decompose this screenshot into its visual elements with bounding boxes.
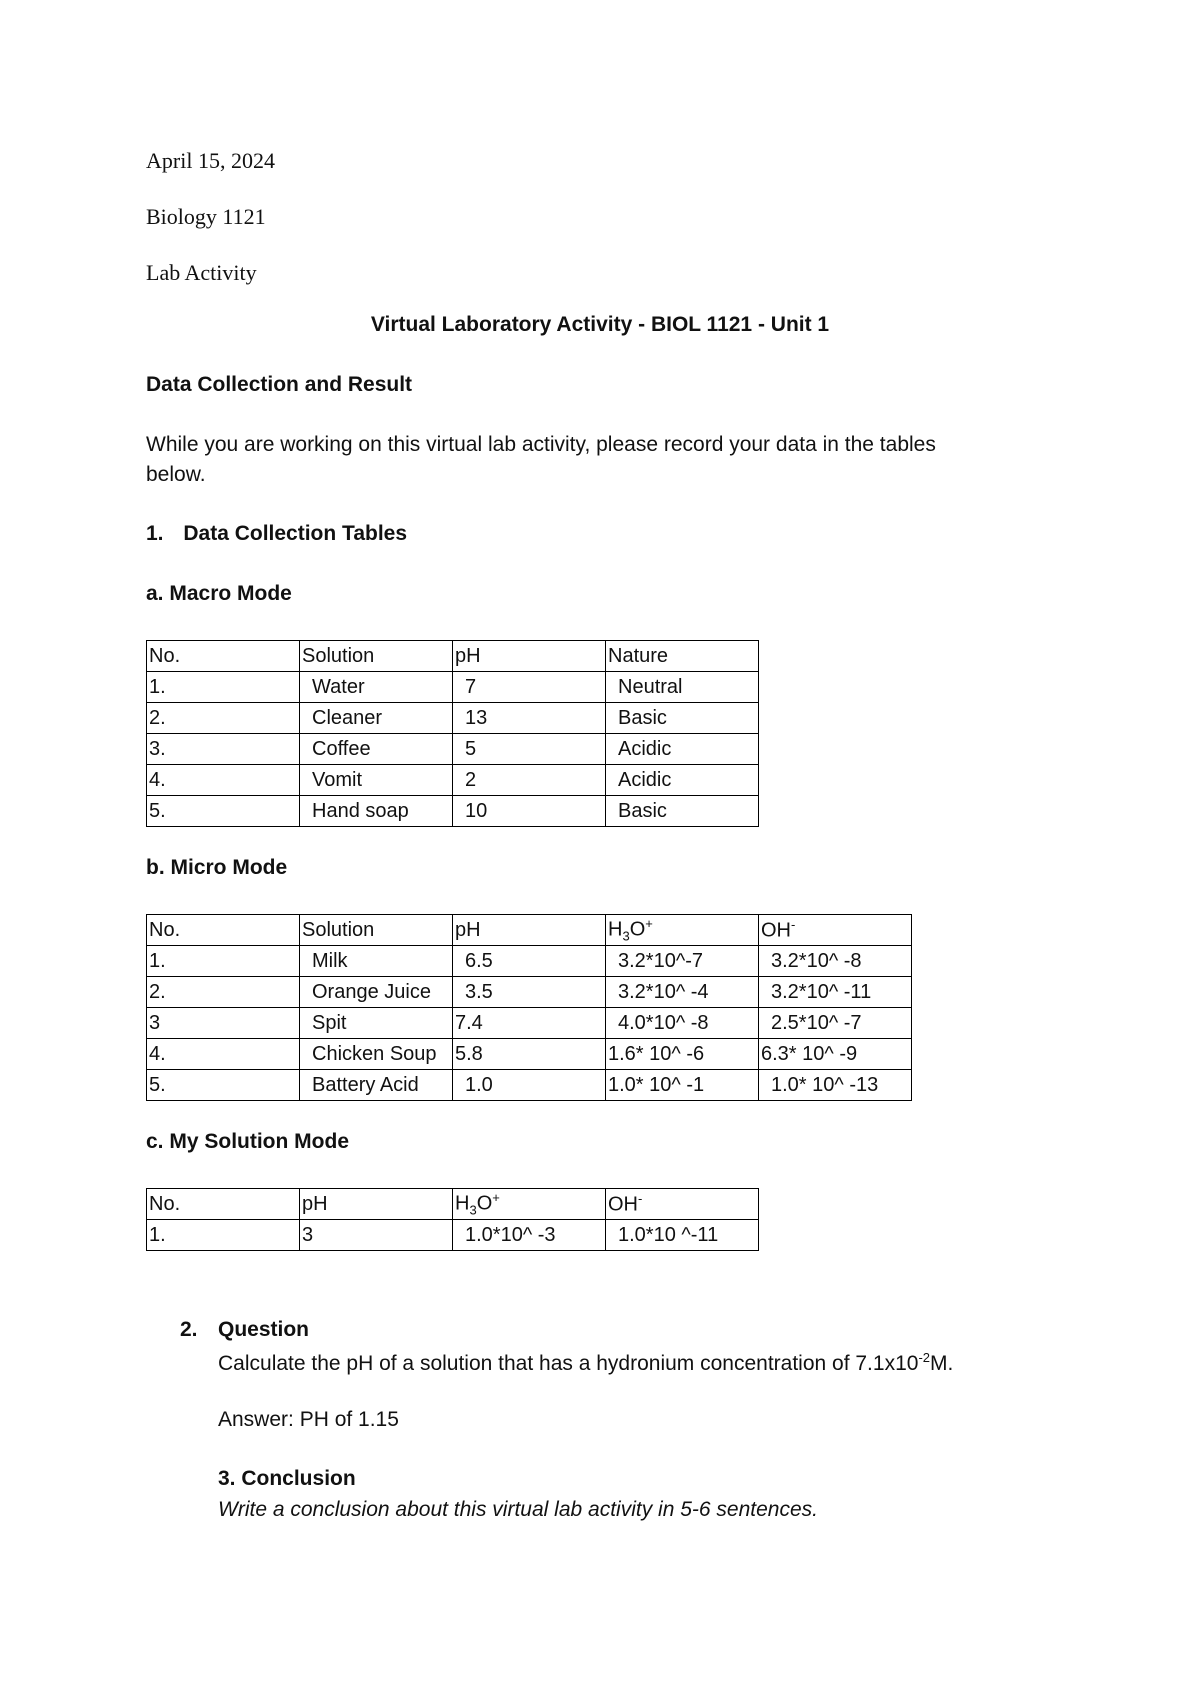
table-cell: Neutral	[606, 672, 759, 703]
table-header-cell-hydroxide: OH-	[759, 915, 912, 946]
data-tables-number: 1.	[146, 522, 164, 545]
table-cell: 1.0* 10^ -1	[606, 1070, 759, 1101]
table-cell: Acidic	[606, 765, 759, 796]
table-cell: 3.2*10^ -4	[606, 977, 759, 1008]
table-cell: 3.5	[453, 977, 606, 1008]
table-cell: 5.8	[453, 1039, 606, 1070]
question-number: 2.	[180, 1318, 198, 1341]
table-cell: Chicken Soup	[300, 1039, 453, 1070]
table-cell: Hand soap	[300, 796, 453, 827]
table-header-row	[147, 641, 759, 672]
table-cell: 3.	[147, 734, 300, 765]
table-row	[147, 1070, 912, 1101]
table-cell: 4.0*10^ -8	[606, 1008, 759, 1039]
table-cell: 2.	[147, 977, 300, 1008]
table-header-cell-hydronium: $H_3O^+$	[453, 1189, 606, 1220]
micro-heading: b. Micro Mode	[146, 856, 288, 879]
table-row	[147, 765, 759, 796]
intro-text-continued: below.	[146, 463, 206, 486]
table-cell: 2	[453, 765, 606, 796]
table-cell: 1.0	[453, 1070, 606, 1101]
table-header-cell: Solution	[300, 915, 453, 946]
table-header-row	[147, 1189, 759, 1220]
date-line: April 15, 2024	[146, 148, 275, 173]
table-header-cell: No.	[147, 915, 300, 946]
table-cell: Vomit	[300, 765, 453, 796]
table-cell: Orange Juice	[300, 977, 453, 1008]
table-cell: Battery Acid	[300, 1070, 453, 1101]
table-header-cell: pH	[453, 641, 606, 672]
table-row	[147, 703, 759, 734]
table-cell: 3	[147, 1008, 300, 1039]
table-cell: Spit	[300, 1008, 453, 1039]
table-header-row	[147, 915, 912, 946]
mysolution-heading: c. My Solution Mode	[146, 1130, 349, 1153]
section-heading: Data Collection and Result	[146, 373, 413, 396]
table-cell: 4.	[147, 765, 300, 796]
table-row	[147, 672, 759, 703]
macro-heading: a. Macro Mode	[146, 582, 292, 605]
table-cell: Basic	[606, 703, 759, 734]
table-header-cell-hydroxide: OH-	[606, 1189, 759, 1220]
table-cell: Acidic	[606, 734, 759, 765]
table-cell: 6.5	[453, 946, 606, 977]
table-cell: Basic	[606, 796, 759, 827]
answer-text: Answer: PH of 1.15	[218, 1408, 399, 1431]
table-cell: 4.	[147, 1039, 300, 1070]
table-cell: 7	[453, 672, 606, 703]
table-cell: 1.0*10 ^-11	[606, 1220, 759, 1251]
table-cell: 5.	[147, 1070, 300, 1101]
question-heading: Question	[218, 1318, 310, 1341]
table-header-cell: pH	[300, 1189, 453, 1220]
data-tables-heading	[146, 522, 407, 546]
table-cell: Cleaner	[300, 703, 453, 734]
page-title: Virtual Laboratory Activity - BIOL 1121 - Unit 1	[370, 313, 830, 336]
question-text: Calculate the pH of a solution that has a hydronium concentration of $7.1x10^{-2}M$.	[218, 1350, 954, 1375]
table-row	[147, 796, 759, 827]
data-tables-label: Data Collection Tables	[183, 522, 408, 545]
table-header-cell: pH	[453, 915, 606, 946]
table-cell: 3.2*10^-7	[606, 946, 759, 977]
table-header-cell: No.	[147, 641, 300, 672]
table-cell: 1.0* 10^ -13	[759, 1070, 912, 1101]
mysolution-table	[146, 1188, 759, 1251]
table-cell: 1.	[147, 946, 300, 977]
table-cell: 10	[453, 796, 606, 827]
table-cell: Coffee	[300, 734, 453, 765]
table-row	[147, 1220, 759, 1251]
conclusion-prompt: Write a conclusion about this virtual lab activity in 5-6 sentences.	[218, 1498, 818, 1521]
activity-line: Lab Activity	[146, 260, 257, 285]
table-row	[147, 1008, 912, 1039]
table-cell: 1.6* 10^ -6	[606, 1039, 759, 1070]
table-cell: Water	[300, 672, 453, 703]
table-cell: 1.	[147, 672, 300, 703]
course-line: Biology 1121	[146, 204, 266, 229]
table-cell: 3.2*10^ -11	[759, 977, 912, 1008]
table-header-cell: No.	[147, 1189, 300, 1220]
table-cell: 7.4	[453, 1008, 606, 1039]
table-header-cell-hydronium: $H_3O^+$	[606, 915, 759, 946]
micro-table	[146, 914, 912, 1101]
table-cell: 1.	[147, 1220, 300, 1251]
table-cell: 2.	[147, 703, 300, 734]
table-cell: 5	[453, 734, 606, 765]
table-cell: Milk	[300, 946, 453, 977]
table-cell: 6.3* 10^ -9	[759, 1039, 912, 1070]
table-cell: 13	[453, 703, 606, 734]
table-row	[147, 977, 912, 1008]
conclusion-heading: 3. Conclusion	[218, 1467, 356, 1490]
table-cell: 1.0*10^ -3	[453, 1220, 606, 1251]
table-row	[147, 734, 759, 765]
intro-text: While you are working on this virtual lab activity, please record your data in the tables	[146, 433, 936, 456]
macro-table	[146, 640, 759, 827]
table-cell: 3	[300, 1220, 453, 1251]
table-header-cell: Nature	[606, 641, 759, 672]
table-header-cell: Solution	[300, 641, 453, 672]
table-cell: 5.	[147, 796, 300, 827]
table-row	[147, 946, 912, 977]
table-cell: 3.2*10^ -8	[759, 946, 912, 977]
table-cell: 2.5*10^ -7	[759, 1008, 912, 1039]
table-row	[147, 1039, 912, 1070]
